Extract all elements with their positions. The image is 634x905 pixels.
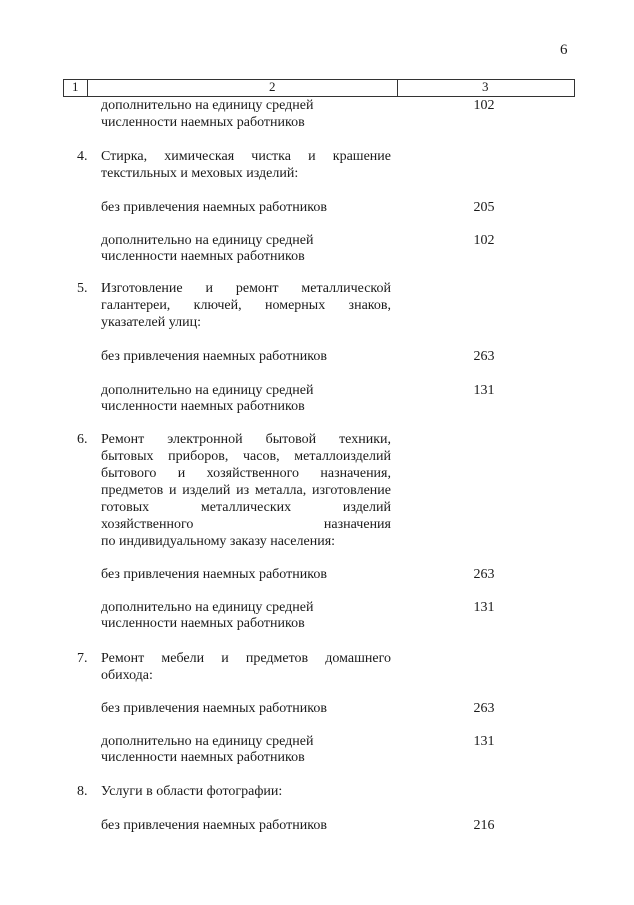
row-text: численности наемных работников (101, 616, 305, 631)
item-title-line: готовых металлических изделий (101, 500, 391, 515)
item-title-line: текстильных и меховых изделий: (101, 166, 299, 181)
item-title-line: Ремонт мебели и предметов домашнего (101, 651, 391, 666)
table-header (63, 79, 575, 97)
row-text: дополнительно на единицу средней (101, 600, 314, 615)
row-text: численности наемных работников (101, 249, 305, 264)
item-title-line: Услуги в области фотографии: (101, 784, 283, 799)
item-title-line: хозяйственного назначения (101, 517, 391, 532)
column-3-header: 3 (482, 79, 489, 94)
column-divider (87, 80, 88, 96)
column-1-header: 1 (72, 79, 79, 94)
row-value: 205 (473, 200, 495, 215)
row-text: численности наемных работников (101, 115, 305, 130)
item-title-line: указателей улиц: (101, 315, 201, 330)
item-number: 5. (77, 281, 88, 296)
item-title-line: по индивидуальному заказу населения: (101, 534, 336, 549)
row-value: 102 (473, 98, 495, 113)
row-value: 263 (473, 349, 495, 364)
row-text: без привлечения наемных работников (101, 818, 327, 833)
item-title-line: галантереи, ключей, номерных знаков, (101, 298, 391, 313)
page-number: 6 (560, 42, 568, 58)
column-divider (397, 80, 398, 96)
row-value: 216 (473, 818, 495, 833)
item-title-line: бытового и хозяйственного назначения, (101, 466, 391, 481)
row-value: 131 (473, 383, 495, 398)
column-2-header: 2 (269, 79, 276, 94)
item-number: 6. (77, 432, 88, 447)
item-number: 7. (77, 651, 88, 666)
item-title-line: бытовых приборов, часов, металлоизделий (101, 449, 391, 464)
row-value: 263 (473, 567, 495, 582)
row-text: без привлечения наемных работников (101, 701, 327, 716)
item-title-line: обихода: (101, 668, 153, 683)
row-text: численности наемных работников (101, 399, 305, 414)
row-text: дополнительно на единицу средней (101, 734, 314, 749)
item-title-line: предметов и изделий из металла, изготовление (101, 483, 391, 498)
row-text: численности наемных работников (101, 750, 305, 765)
row-text: дополнительно на единицу средней (101, 383, 314, 398)
row-value: 131 (473, 734, 495, 749)
row-text: без привлечения наемных работников (101, 567, 327, 582)
row-text: дополнительно на единицу средней (101, 98, 314, 113)
item-title-line: Ремонт электронной бытовой техники, (101, 432, 391, 447)
row-value: 263 (473, 701, 495, 716)
row-text: без привлечения наемных работников (101, 200, 327, 215)
row-text: дополнительно на единицу средней (101, 233, 314, 248)
item-title-line: Изготовление и ремонт металлической (101, 281, 391, 296)
row-text: без привлечения наемных работников (101, 349, 327, 364)
row-value: 131 (473, 600, 495, 615)
item-number: 8. (77, 784, 88, 799)
item-title-line: Стирка, химическая чистка и крашение (101, 149, 391, 164)
row-value: 102 (473, 233, 495, 248)
item-number: 4. (77, 149, 88, 164)
